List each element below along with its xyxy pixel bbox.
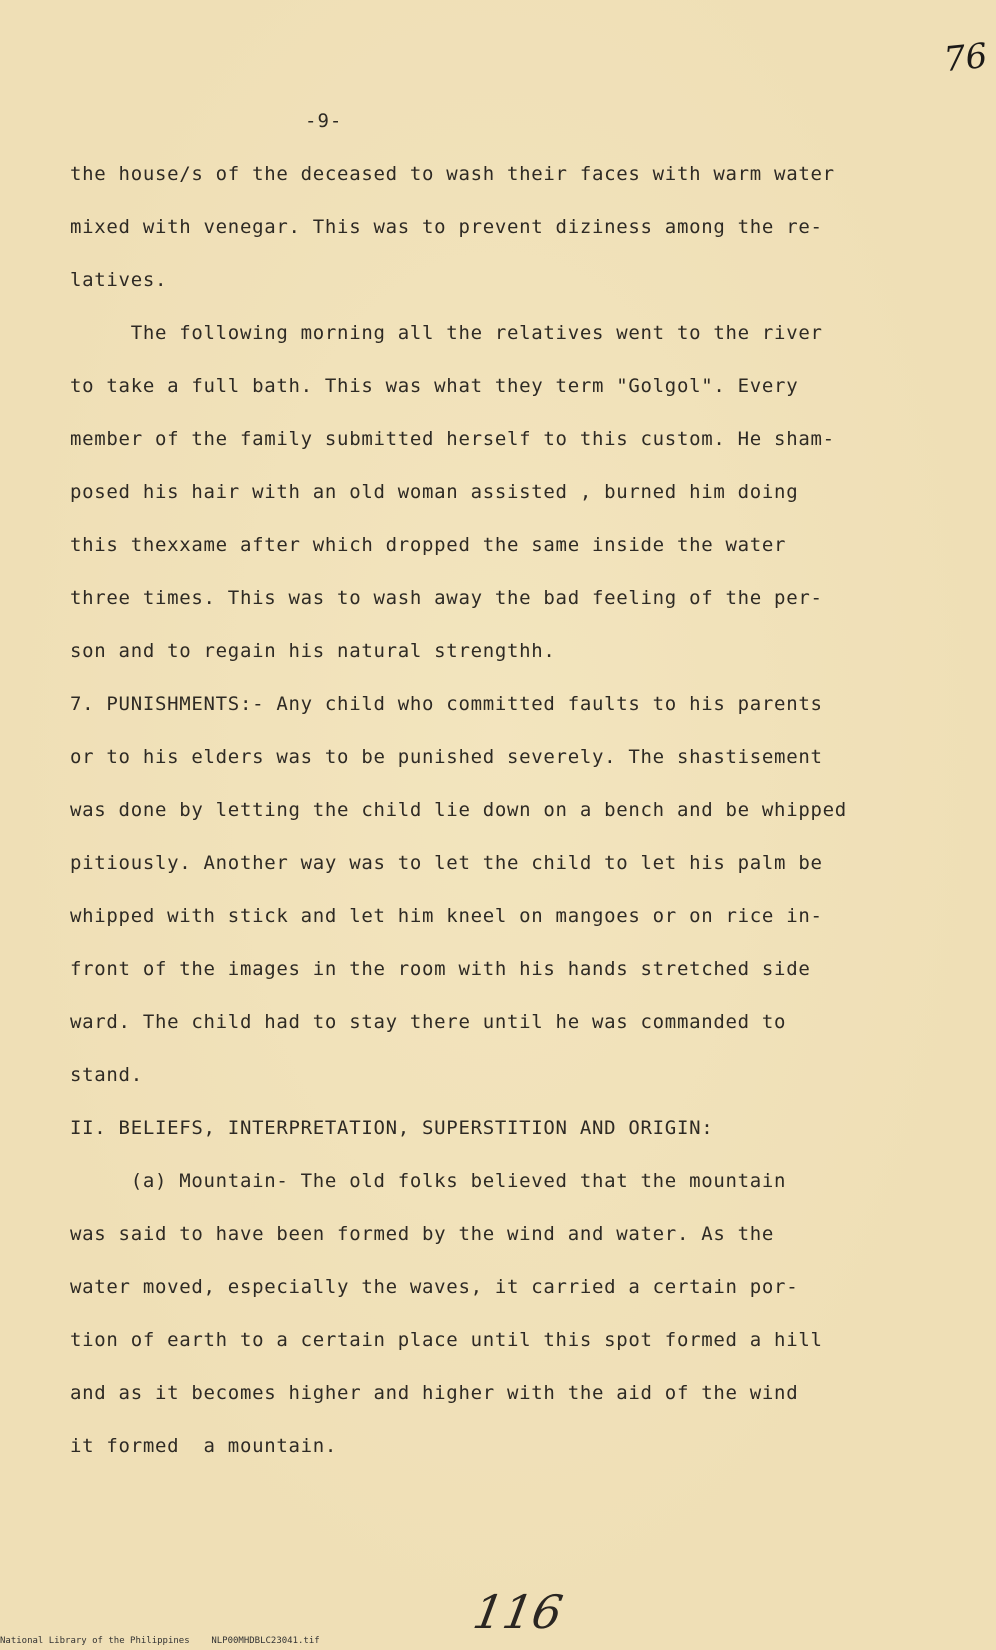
text-line: (a) Mountain- The old folks believed that the mountain [70,1170,787,1192]
text-line: mixed with venegar. This was to prevent diziness among the re- [70,216,823,238]
text-line: it formed a mountain. [70,1435,338,1457]
text-line: front of the images in the room with his hands stretched side [70,958,811,980]
text-line: tion of earth to a certain place until this spot formed a hill [70,1329,823,1351]
text-line: was done by letting the child lie down on a bench and be whipped [70,799,847,821]
text-line: and as it becomes higher and higher with the aid of the wind [70,1382,799,1404]
text-line: son and to regain his natural strengthh. [70,640,556,662]
section-heading: II. BELIEFS, INTERPRETATION, SUPERSTITION AND ORIGIN: [70,1117,714,1139]
text-line: ward. The child had to stay there until he was commanded to [70,1011,787,1033]
text-line: latives. [70,269,168,291]
text-line: pitiously. Another way was to let the child to let his palm be [70,852,823,874]
text-line: three times. This was to wash away the bad feeling of the per- [70,587,823,609]
text-line: was said to have been formed by the wind and water. As the [70,1223,775,1245]
text-line: whipped with stick and let him kneel on mangoes or on rice in- [70,905,823,927]
text-line: The following morning all the relatives went to the river [70,322,823,344]
text-line: the house/s of the deceased to wash their faces with warm water [70,163,835,185]
text-line: water moved, especially the waves, it carried a certain por- [70,1276,799,1298]
section-heading: 7. PUNISHMENTS:- Any child who committed faults to his parents [70,693,823,715]
text-line: stand. [70,1064,143,1086]
handwritten-corner-number: 76 [942,35,990,81]
text-line: this thexxame after which dropped the same inside the water [70,534,787,556]
text-line: to take a full bath. This was what they term "Golgol". Every [70,375,799,397]
archive-footer: National Library of the Philippines NLP00MHDBLC23041.tif [0,1636,320,1646]
page-number: -9- [305,110,343,132]
handwritten-page-number: 116 [469,1585,567,1639]
text-line: or to his elders was to be punished severely. The shastisement [70,746,823,768]
text-line: posed his hair with an old woman assisted , burned him doing [70,481,799,503]
text-line: member of the family submitted herself to this custom. He sham- [70,428,835,450]
